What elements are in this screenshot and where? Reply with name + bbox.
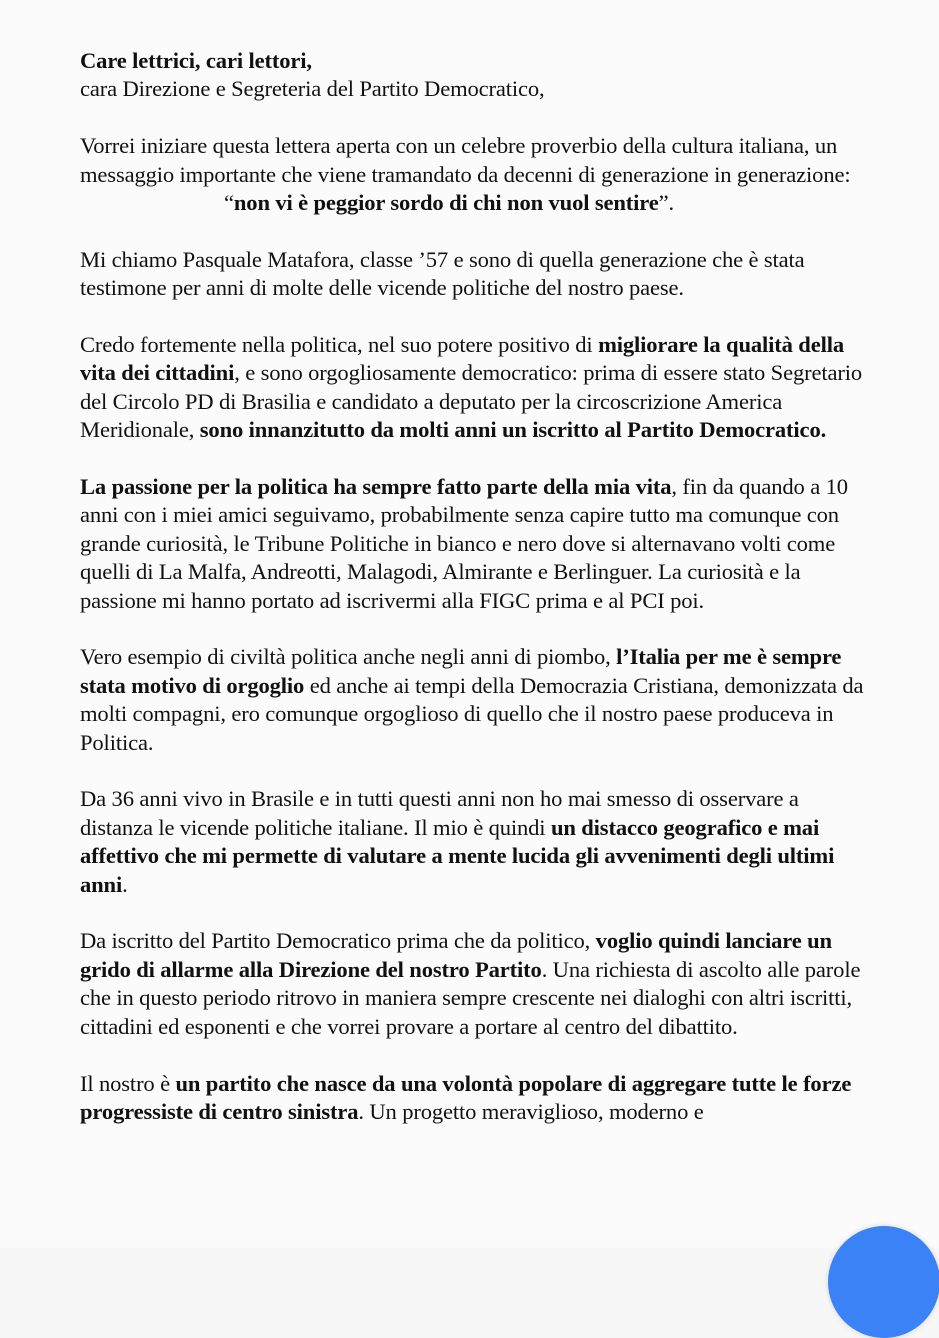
quote-open-mark: “ — [224, 190, 234, 216]
paragraph-introduction: Mi chiamo Pasquale Matafora, classe ’57 e sono di quella generazione che è stata testimone per anni di molte delle vicende politiche del nostro paese. — [80, 246, 805, 301]
letter-opening — [80, 47, 870, 104]
paragraph-party-text-1: Il nostro è — [80, 1070, 176, 1096]
greeting: Care lettrici, cari lettori, — [80, 48, 312, 73]
paragraph-proverb — [80, 132, 870, 217]
paragraph-belief-bold-1: migliorare la qualità della vita dei cittadini — [80, 332, 845, 386]
paragraph-passion-text: , fin da quando a 10 anni con i miei amici seguivamo, probabilmente senza capire tutto ma comunque con grande curiosità, le Tribune Politiche in bianco e nero dove si alternavano volti come quelli di La Malfa, Andreotti, Malagodi, Almirante e Berlinguer. La curiosità e la passione mi hanno portato ad iscrivermi alla FIGC prima e al PCI poi. — [80, 474, 848, 613]
paragraph-proverb-text: Vorrei iniziare questa lettera aperta con un celebre proverbio della cultura italiana, un messaggio importante che viene tramandato da decenni di generazione in generazione: — [80, 133, 851, 187]
proverb-text: non vi è peggior sordo di chi non vuol sentire — [233, 190, 659, 216]
paragraph-passion-bold: La passione per la politica ha sempre fatto parte della mia vita — [80, 474, 672, 500]
paragraph-belief-text-1: Credo fortemente nella politica, nel suo potere positivo di — [80, 332, 599, 358]
paragraph-passion — [80, 473, 870, 615]
paragraph-party — [80, 1070, 870, 1127]
proverb-quote — [80, 190, 674, 215]
paragraph-alarm — [80, 927, 870, 1041]
paragraph-italy-bold: l’Italia per me è sempre stata motivo di orgoglio — [80, 644, 842, 698]
open-letter — [80, 47, 870, 1155]
paragraph-belief-bold-2: sono innanzitutto da molti anni un iscritto al Partito Democratico. — [199, 417, 827, 443]
paragraph-belief-text-2: , e sono orgogliosamente democratico: prima di essere stato Segretario del Circolo PD di Brasilia e candidato a deputato per la circoscrizione America Meridionale, — [80, 360, 862, 443]
paragraph-brazil-text-2: . — [122, 871, 128, 897]
paragraph-italy — [80, 643, 870, 757]
paragraph-brazil — [80, 785, 870, 899]
quote-close-mark: ”. — [658, 190, 675, 216]
paragraph-alarm-text-2: . Una richiesta di ascolto alle parole che in questo periodo ritrovo in maniera sempre crescente nei dialoghi con altri iscritti, cittadini ed esponenti e che vorrei provare a portare al centro del dibattito. — [80, 956, 861, 1039]
floating-action-button[interactable] — [828, 1226, 939, 1338]
paragraph-italy-text-1: Vero esempio di civiltà politica anche negli anni di piombo, — [80, 644, 617, 670]
paragraph-alarm-bold: voglio quindi lanciare un grido di allarme alla Direzione del nostro Partito — [80, 928, 832, 982]
paragraph-party-text-2: . Un progetto meraviglioso, moderno e — [358, 1098, 704, 1124]
paragraph-brazil-text-1: Da 36 anni vivo in Brasile e in tutti questi anni non ho mai smesso di osservare a distanza le vicende politiche italiane. Il mio è quindi — [80, 786, 799, 840]
salutation: cara Direzione e Segreteria del Partito Democratico, — [80, 76, 545, 102]
paragraph-party-bold: un partito che nasce da una volontà popolare di aggregare tutte le forze progressiste di centro sinistra — [80, 1070, 852, 1124]
paragraph-italy-text-2: ed anche ai tempi della Democrazia Cristiana, demonizzata da molti compagni, ero comunque orgoglioso di quello che il nostro paese produceva in Politica. — [80, 672, 864, 755]
paragraph-alarm-text-1: Da iscritto del Partito Democratico prima che da politico, — [80, 928, 596, 954]
paragraph-belief — [80, 331, 870, 445]
paragraph-brazil-bold: un distacco geografico e mai affettivo che mi permette di valutare a mente lucida gli avvenimenti degli ultimi anni — [80, 814, 835, 897]
